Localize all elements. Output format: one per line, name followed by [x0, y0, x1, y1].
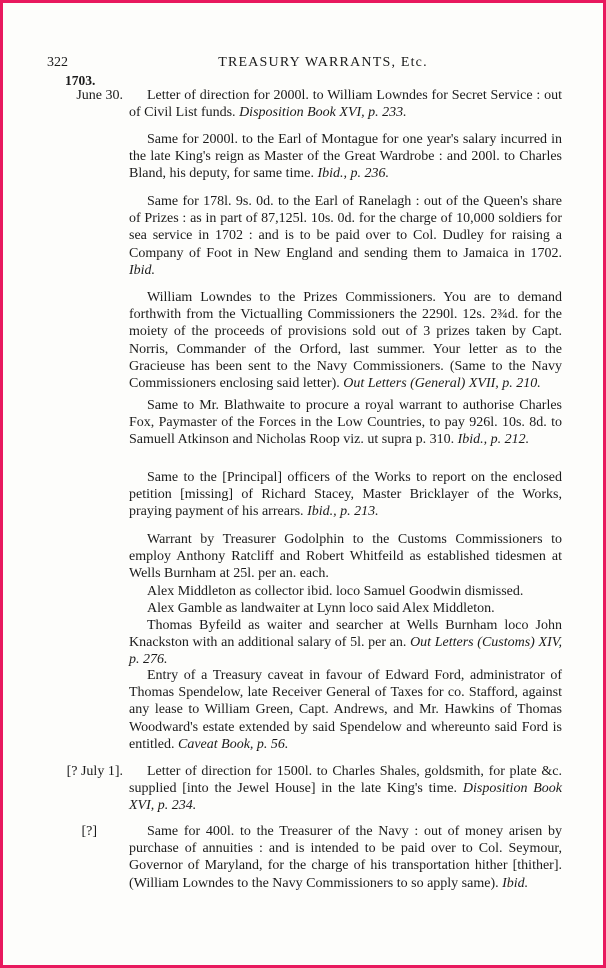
- paragraph-body: Alex Gamble as landwaiter at Lynn loco said Alex Middleton.: [147, 600, 495, 616]
- paragraph-body: Warrant by Treasurer Godolphin to the Customs Commissioners to employ Anthony Ratcliff and Robert Whitfeild as established tidesmen at Wells Burnham at 25l. per an. each.: [129, 532, 562, 582]
- entry-date: [? July 1].: [66, 764, 123, 779]
- paragraph-body: Letter of direction for 1500l. to Charles Shales, goldsmith, for plate &c. supplied [into the Jewel House] in the late King's time.: [129, 764, 562, 797]
- paragraph-body: Same for 2000l. to the Earl of Montague for one year's salary incurred in the late King's reign as Master of the Great Wardrobe : and 200l. to Charles Bland, his deputy, for same time.: [129, 132, 562, 182]
- source-reference: Out Letters (General) XVII, p. 210.: [343, 376, 541, 392]
- paragraph-body: Entry of a Treasury caveat in favour of Edward Ford, administrator of Thomas Spendelow, late Receiver General of Taxes for co. Stafford, against any lease to William Green, Capt. Andrews, and Mr. Hawkins of Thomas Woodward's estate extended by said Spendelow and whereunto said Ford is entitled.: [129, 668, 562, 752]
- entry-text: [129, 131, 562, 183]
- entry-paragraph: [129, 289, 562, 392]
- source-reference: Ibid.: [502, 875, 529, 891]
- entry-text: [129, 469, 562, 521]
- entry-text: [129, 397, 562, 449]
- entry-paragraph: [129, 87, 562, 121]
- running-head: TREASURY WARRANTS, Etc.: [218, 55, 428, 70]
- source-reference: Disposition Book XVI, p. 234.: [129, 781, 563, 814]
- paragraph-body: Letter of direction for 2000l. to William Lowndes for Secret Service : out of Civil List funds.: [129, 88, 562, 121]
- paragraph-body: Thomas Byfeild as waiter and searcher at Wells Burnham loco John Knackston with an additional salary of 5l. per an.: [129, 618, 562, 651]
- entry-paragraph: [129, 397, 562, 449]
- entry-text: [129, 823, 562, 892]
- entry-date: June 30.: [76, 88, 123, 103]
- entry-text: [129, 531, 562, 669]
- entry-paragraph: [129, 469, 562, 521]
- entry-paragraph: [129, 617, 562, 669]
- source-reference: Disposition Book XVI, p. 233.: [239, 105, 407, 121]
- paragraph-body: Same to Mr. Blathwaite to procure a royal warrant to authorise Charles Fox, Paymaster of the Forces in the Low Countries, to pay 926l. 10s. 8d. to Samuell Atkinson and Nicholas Roop viz. ut supra p. 310.: [129, 398, 562, 448]
- source-reference: Caveat Book, p. 56.: [178, 736, 289, 752]
- entry-text: [129, 763, 562, 815]
- entry-paragraph: [129, 823, 562, 892]
- year-heading: 1703.: [65, 73, 96, 88]
- paragraph-body: Same for 400l. to the Treasurer of the Navy : out of money arisen by purchase of annuities : and is intended to be paid over to Col. Seymour, Governor of Maryland, for the charge of his transportation hither [thither]. (William Lowndes to the Navy Commissioners to so apply same).: [129, 824, 562, 891]
- entry-paragraph: [129, 600, 562, 617]
- source-reference: Ibid., p. 236.: [317, 166, 390, 182]
- source-reference: Ibid., p. 212.: [457, 432, 530, 448]
- entry-text: [129, 193, 562, 279]
- page-number: 322: [47, 55, 68, 70]
- source-reference: Out Letters (Customs) XIV, p. 276.: [129, 635, 562, 668]
- paragraph-body: Same to the [Principal] officers of the Works to report on the enclosed petition [missing] of Richard Stacey, Master Bricklayer of the Works, praying payment of his arrears.: [129, 470, 562, 520]
- entry-paragraph: [129, 193, 562, 279]
- entry-paragraph: [129, 531, 562, 583]
- entry-date: [?]: [81, 824, 97, 839]
- entry-text: [129, 667, 562, 753]
- paragraph-body: Same for 178l. 9s. 0d. to the Earl of Ranelagh : out of the Queen's share of Prizes : as in part of 87,125l. 10s. 0d. for the charge of 10,000 soldiers for sea service in 1702 : and is to be paid over to Col. Dudley for raising a Company of Foot in New England and sending them to Jamaica in 1702.: [129, 194, 562, 261]
- entry-text: [129, 87, 562, 121]
- paragraph-body: Alex Middleton as collector ibid. loco Samuel Goodwin dismissed.: [147, 583, 524, 599]
- entry-paragraph: [129, 667, 562, 753]
- paragraph-body: William Lowndes to the Prizes Commissioners. You are to demand forthwith from the Victualling Commissioners the 2290l. 12s. 2¾d. for the moiety of the proceeds of provisions sold out of 3 prizes taken by Capt. Norris, Commander of the Orford, last summer. Your letter as to the Gracieuse has been sent to the Navy Commissioners. (Same to the Navy Commissioners enclosing said letter).: [129, 290, 562, 392]
- entry-paragraph: [129, 763, 562, 815]
- entry-text: [129, 289, 562, 392]
- source-reference: Ibid.: [129, 262, 156, 278]
- entry-paragraph: [129, 583, 562, 600]
- source-reference: Ibid., p. 213.: [307, 504, 379, 520]
- entry-paragraph: [129, 131, 562, 183]
